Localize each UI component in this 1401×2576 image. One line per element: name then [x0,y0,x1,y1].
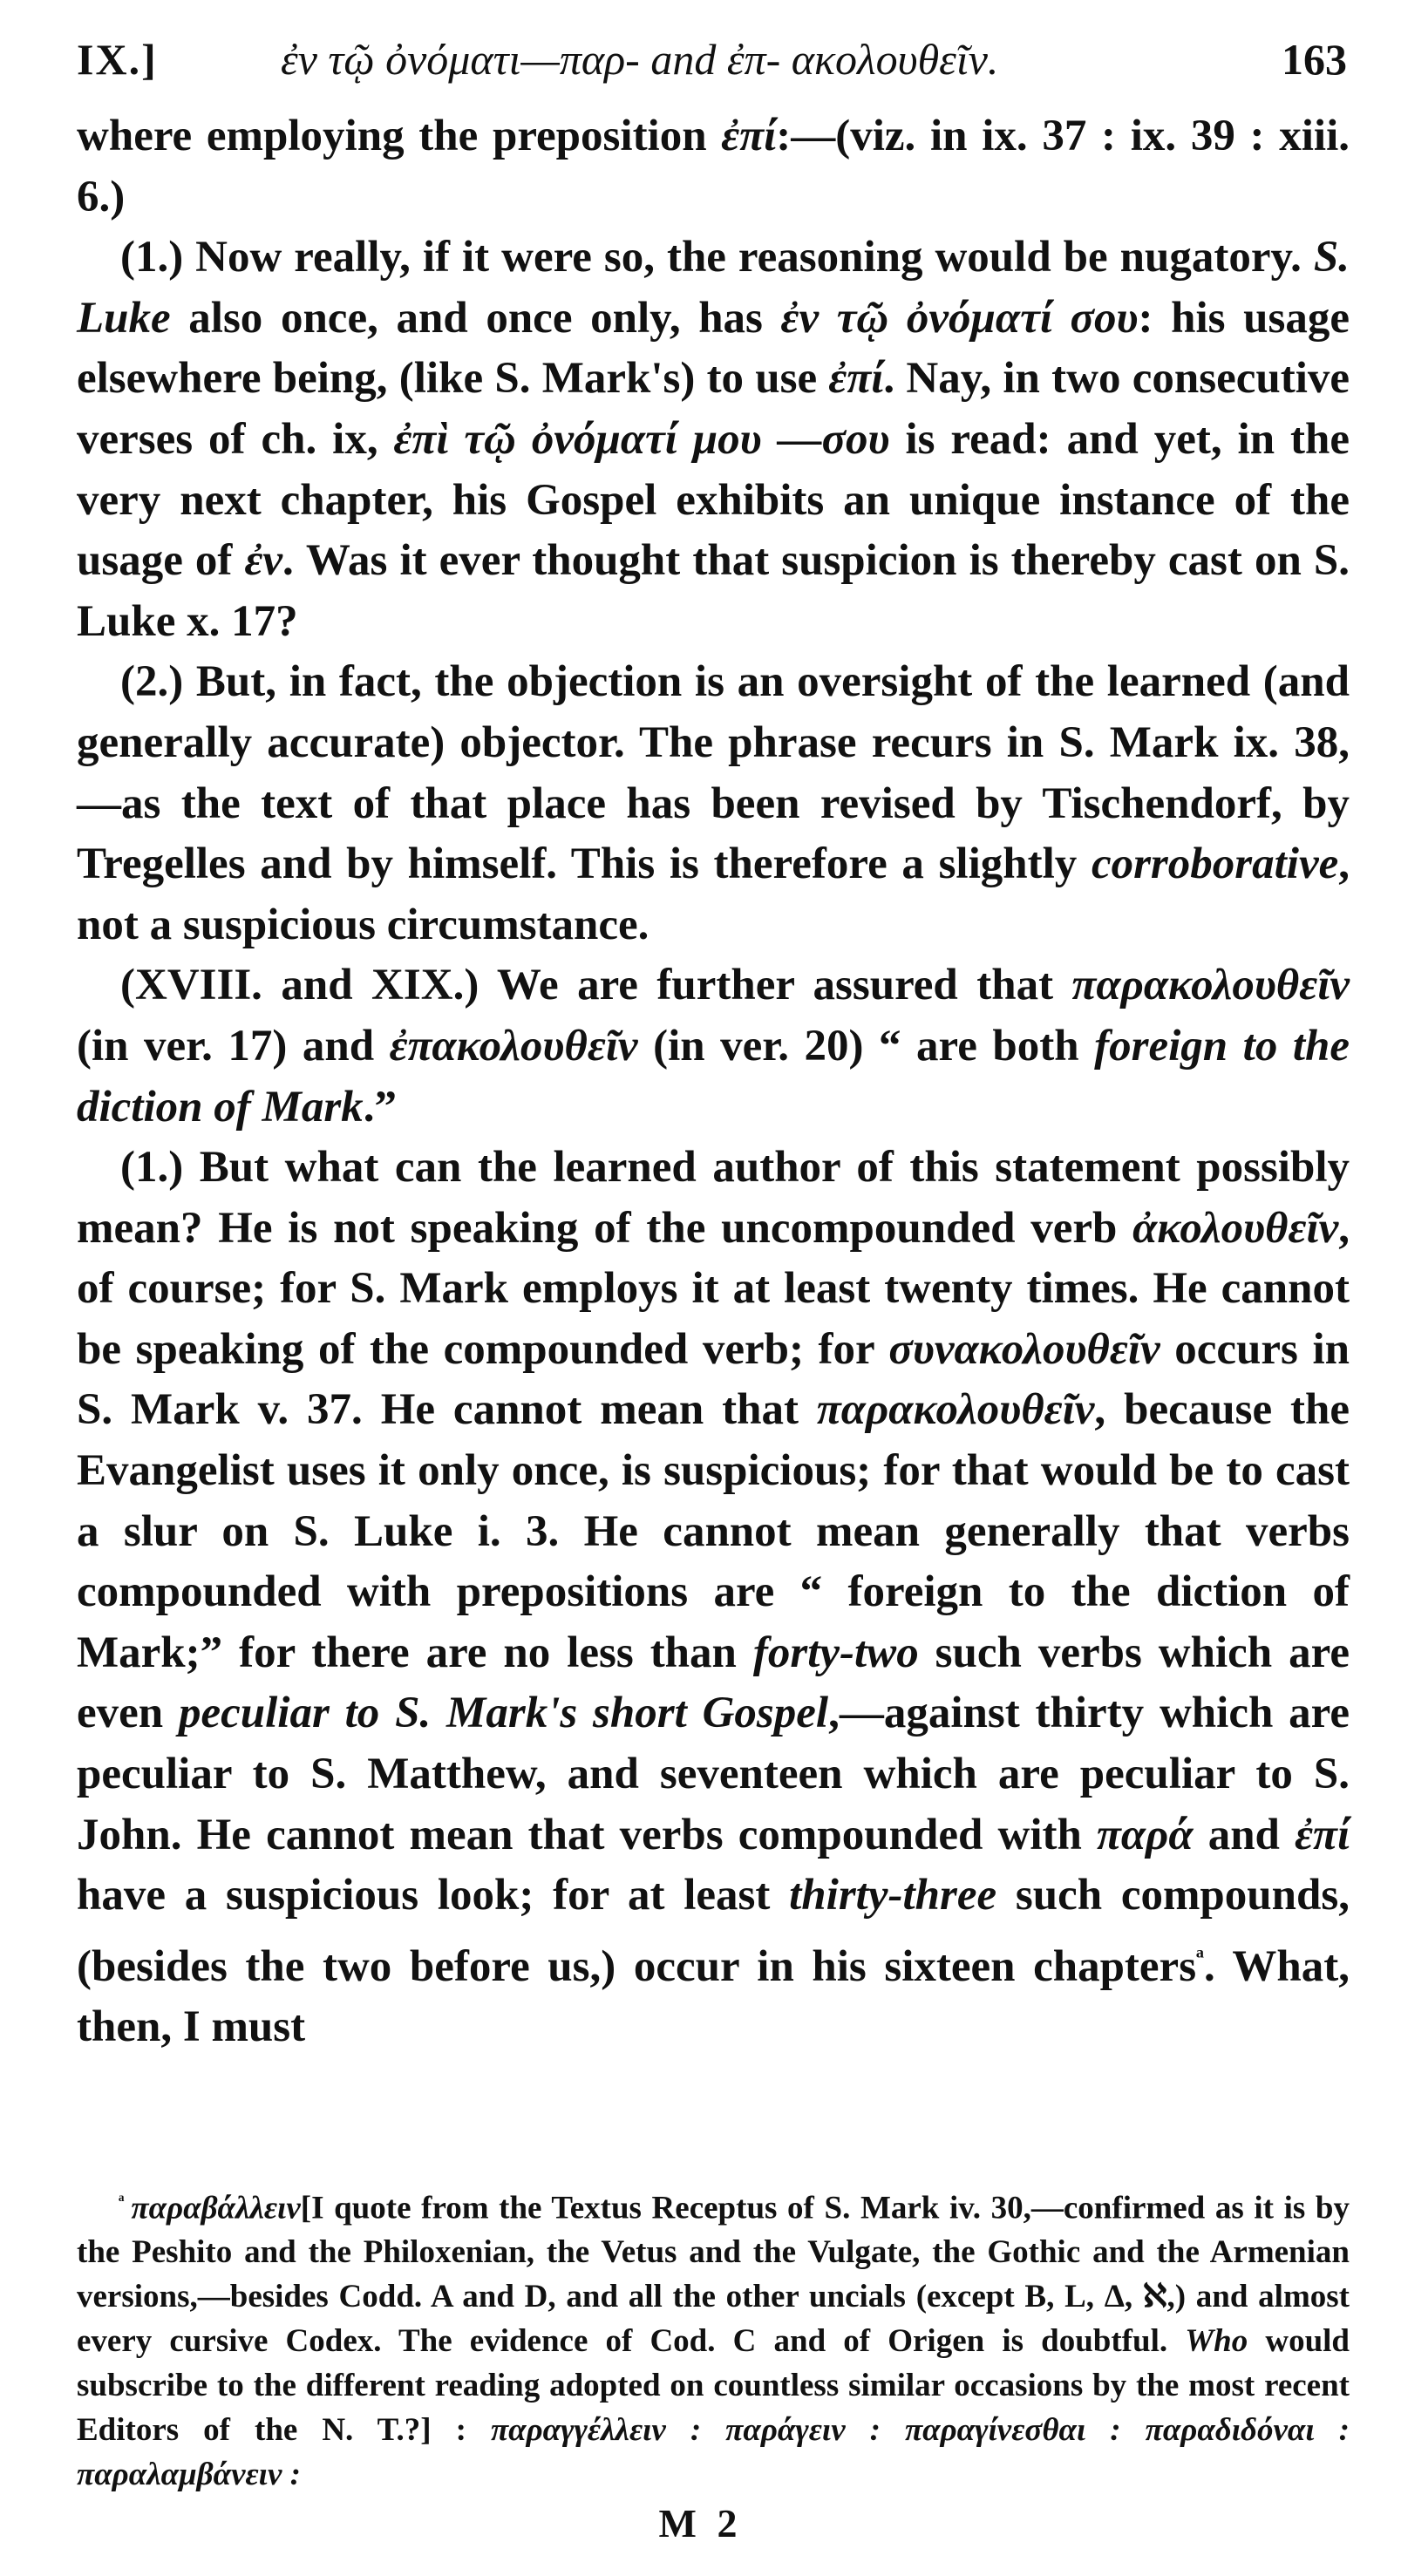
italic-text: forty-two [752,1628,919,1677]
text-run: (1.) But what can the learned author of this statement possibly mean? He is not speaking of the uncompounded verb [77,1143,1350,1253]
italic-text: S. Luke [77,233,1350,343]
paragraph [77,955,1350,1138]
running-title: ἐν τῷ ὀνόματι—παρ- and ἐπ- ακολουθεῖν. [281,35,999,84]
text-run: : his usage elsewhere being, (like S. Mark's) to use [77,293,1350,404]
greek-text: παραβάλλειν [131,2190,301,2226]
greek-text: παρακολουθεῖν [1071,961,1350,1010]
text-run: and [1193,1810,1296,1859]
text-run: . What, then, I must [77,1941,1350,2052]
greek-text: παραγγέλλειν : παράγειν : παραγίνεσθαι : παραδιδόναι : παραλαμβάνειν : [77,2412,1350,2493]
greek-text: ἐπὶ τῷ ὀνόματί μου —σου [393,414,890,464]
text-run: (2.) But, in fact, the objection is an oversight of the learned (and generally accurate) objector. The phrase recurs in S. Mark ix. 38,—as the text of that place has been revised by Tischendorf, by Tregelles and by himself. This is therefore a slightly [77,657,1350,889]
footnote-marker: ᵃ [1196,1940,1204,1971]
signature-mark: M 2 [658,2501,743,2545]
greek-text: ἐπί [828,354,884,404]
text-run: .” [363,1082,397,1132]
italic-text: corroborative [1091,839,1339,889]
text-run: is read: and yet, in the very next chapter, his Gospel exhibits an unique instance of the usage of [77,414,1350,586]
paragraph [77,652,1350,955]
footnote-text [77,2178,1350,2497]
text-run: [I quote from the Textus Receptus of S. Mark iv. 30,—confirmed as it is by the Peshito and the Philoxenian, the Vetus and the Vulgate, the Gothic and the Armenian versions,—besides Codd. A and D, and all the other uncials (except B, L, Δ, ℵ,) and almost every cursive Codex. The evidence of Cod. C and of Origen is doubtful. [77,2190,1350,2360]
italic-text: foreign to the diction of Mark [77,1021,1350,1132]
text-run: also once, and once only, has [170,293,781,343]
greek-text: παρακολουθεῖν [816,1385,1095,1435]
text-run: . Was it ever thought that suspicion is thereby cast on S. Luke x. 17? [77,536,1350,646]
text-run: where employing the preposition [77,112,722,160]
italic-text: thirty-three [789,1871,997,1920]
italic-text: Who [1185,2323,1248,2360]
text-run: have a suspicious look; for at least [77,1871,790,1920]
text-run: (in ver. 20) “ are both [637,1021,1095,1071]
text-run: would subscribe to the different reading adopted on countless similar occasions by the most recent Editors of the N. T.?] : [77,2323,1350,2449]
paragraph [77,1138,1350,2058]
running-header [77,24,1347,94]
text-run: (1.) Now really, if it were so, the reasoning would be nugatory. [120,233,1314,282]
greek-text: ἐπί [721,112,777,160]
text-run: such verbs which are even [77,1628,1350,1738]
greek-text: ἐπακολουθεῖν [389,1021,638,1071]
chapter-marker: IX.] [77,35,158,84]
greek-text: ἀκολουθεῖν [1132,1203,1339,1253]
text-run: . Nay, in two consecutive verses of ch. ix, [77,354,1350,464]
greek-text: ἐπί [1295,1810,1350,1859]
main-text [77,106,1350,2058]
text-run: , because the Evangelist uses it only once, is suspicious; for that would be to cast a slur on S. Luke i. 3. He cannot mean generally that verbs compounded with prepositions are “ foreign to the diction of Mark;” for there are no less than [77,1385,1350,1677]
greek-text: ἐν [244,536,283,586]
footnote [77,2178,1350,2497]
paragraph [77,228,1350,652]
greek-text: συνακολουθεῖν [888,1324,1160,1374]
text-run: (in ver. 17) and [77,1021,390,1071]
text-run: (XVIII. and XIX.) We are further assured that [120,961,1072,1010]
greek-text: ἐν τῷ ὀνόματί σου [780,293,1139,343]
text-run: such compounds, (besides the two before us,) occur in his sixteen chapters [77,1871,1350,1991]
italic-text: peculiar to S. Mark's short Gospel [178,1689,829,1738]
text-run: , not a suspicious circumstance. [77,839,1350,949]
footnote-marker: ᵃ [119,2189,132,2211]
text-run: :—(viz. in ix. 37 : ix. 39 : xiii. 6.) [77,112,1350,221]
greek-text: παρά [1097,1810,1194,1859]
text-run: , of course; for S. Mark employs it at least twenty times. He cannot be speaking of the compounded verb; for [77,1203,1350,1374]
text-run: ,—against thirty which are peculiar to S. Matthew, and seventeen which are peculiar to S. John. He cannot mean that verbs compounded with [77,1689,1350,1859]
text-run: occurs in S. Mark v. 37. He cannot mean that [77,1324,1350,1435]
paragraph [77,106,1350,228]
page-number: 163 [1282,35,1347,84]
